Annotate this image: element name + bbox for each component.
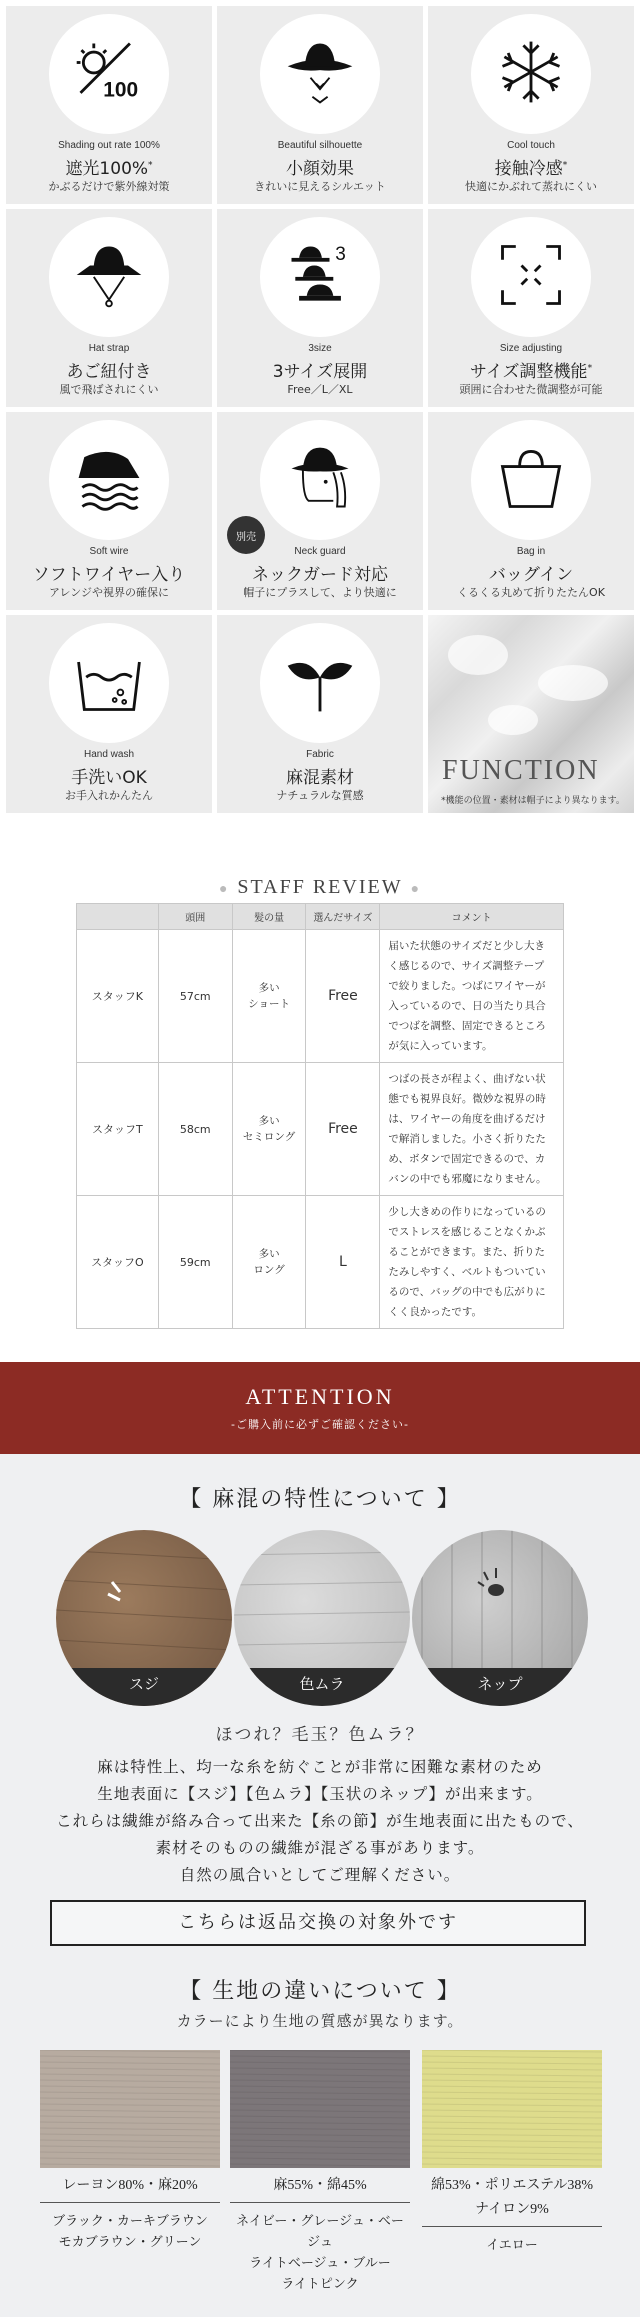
linen-question: ほつれ？毛玉？色ムラ？ <box>215 1725 425 1745</box>
icon-circle <box>471 14 591 134</box>
review-header-cell: 髪の量 <box>232 904 306 930</box>
fabric-heading: 【 生地の違いについて 】 <box>179 1979 461 2004</box>
fabric-info <box>230 2174 410 2295</box>
linen-circle-iromura <box>234 1530 410 1706</box>
head-size: 57cm <box>158 930 232 1063</box>
review-comment: 少し大きめの作りになっているのでストレスを感じることなくかぶることができます。また、折りたたみしやすく、ベルトもついているので、バッグの中でも広がりにくく良かったです。 <box>380 1196 564 1329</box>
svg-text:100: 100 <box>103 78 139 102</box>
hair-amount: 多い ロング <box>232 1196 306 1329</box>
snowflake-icon <box>493 34 569 114</box>
linen-description <box>0 1754 640 1889</box>
fabric-colors: ブラック・カーキブラウン モカブラウン・グリーン <box>52 2214 208 2250</box>
fabric-composition: 麻55%・綿45% <box>230 2174 410 2203</box>
function-description: 快適にかぶれて蒸れにくい <box>465 180 597 193</box>
function-ja-label: バッグイン <box>488 565 574 585</box>
function-cell <box>6 209 212 407</box>
function-en-label: Bag in <box>516 546 546 557</box>
function-ja-label: サイズ調整機能* <box>469 362 593 382</box>
staff-review-table <box>76 903 564 1329</box>
function-en-label: Beautiful silhouette <box>277 140 363 151</box>
chosen-size: L <box>306 1196 380 1329</box>
staff-review-title: ● STAFF REVIEW ● <box>218 876 422 898</box>
sold-separately-badge: 別売 <box>227 516 265 554</box>
attention-subtitle: -ご購入前に必ずご確認ください- <box>231 1418 409 1431</box>
function-en-label: Hand wash <box>83 749 135 760</box>
head-size: 58cm <box>158 1063 232 1196</box>
function-description: かぶるだけで紫外線対策 <box>48 180 170 193</box>
function-en-label: Fabric <box>306 749 334 760</box>
fabric-subheading: カラーにより生地の質感が異なります。 <box>176 2012 464 2030</box>
function-en-label: Size adjusting <box>499 343 563 354</box>
function-description: ナチュラルな質感 <box>276 789 364 802</box>
hat-strap-icon <box>71 237 147 317</box>
three-hats-icon <box>282 237 358 317</box>
sprout-icon <box>282 643 358 723</box>
fabric-info <box>40 2174 220 2253</box>
function-cell <box>6 412 212 610</box>
icon-circle <box>49 623 169 743</box>
hand-wash-icon <box>71 643 147 723</box>
review-header-cell <box>77 904 159 930</box>
function-cell <box>6 615 212 813</box>
function-description: きれいに見えるシルエット <box>254 180 386 193</box>
icon-circle <box>260 420 380 540</box>
function-en-label: Hat strap <box>88 343 130 354</box>
linen-heading: 【 麻混の特性について 】 <box>179 1487 461 1512</box>
review-comment: つばの長さが程よく、曲げない状態でも視界良好。微妙な視界の時は、ワイヤーの角度を曲げるだけで解消しました。小さく折りたため、ボタンで固定できるので、カバンの中でも邪魔になりません。 <box>380 1063 564 1196</box>
function-cell <box>428 6 634 204</box>
function-note: *機能の位置・素材は帽子により異なります。 <box>441 796 625 806</box>
icon-circle <box>260 623 380 743</box>
function-description: くるくる丸めて折りたたんOK <box>457 586 605 599</box>
linen-line: 麻は特性上、均一な糸を紡ぐことが非常に困難な素材のため <box>97 1758 543 1776</box>
linen-circle-suji <box>56 1530 232 1706</box>
function-grid <box>6 6 634 813</box>
function-description: Free／L／XL <box>287 383 353 396</box>
staff-name: スタッフK <box>77 930 159 1063</box>
fabric-swatch <box>230 2050 410 2168</box>
function-ja-label: 3サイズ展開 <box>272 362 368 382</box>
icon-circle <box>260 14 380 134</box>
function-ja-label: 遮光100%* <box>65 159 153 179</box>
linen-circle-label: 色ムラ <box>234 1668 410 1706</box>
staff-name: スタッフO <box>77 1196 159 1329</box>
fabric-info <box>422 2174 602 2256</box>
icon-circle <box>49 217 169 337</box>
review-header-cell: コメント <box>380 904 564 930</box>
linen-line: 生地表面に【スジ】【色ムラ】【玉状のネップ】が出来ます。 <box>97 1785 543 1803</box>
hair-amount: 多い ショート <box>232 930 306 1063</box>
size-adjust-icon <box>493 237 569 317</box>
hair-amount: 多い セミロング <box>232 1063 306 1196</box>
attention-title: ATTENTION <box>245 1384 395 1409</box>
table-row <box>77 1063 564 1196</box>
review-comment: 届いた状態のサイズだと少し大きく感じるので、サイズ調整テープで絞りました。つばにワイヤーが入っているので、日の当たり具合でつばを調整、固定できるところが気に入っています。 <box>380 930 564 1063</box>
soft-wire-icon <box>71 440 147 520</box>
linen-circle-label: ネップ <box>412 1668 588 1706</box>
table-row <box>77 930 564 1063</box>
function-ja-label: 手洗いOK <box>71 768 147 788</box>
attention-content <box>0 1454 640 2317</box>
staff-name: スタッフT <box>77 1063 159 1196</box>
function-ja-label: 小顔効果 <box>286 159 354 179</box>
icon-circle <box>49 14 169 134</box>
function-cell <box>428 412 634 610</box>
function-cell <box>217 6 423 204</box>
icon-circle <box>471 217 591 337</box>
fabric-swatch <box>40 2050 220 2168</box>
function-description: 帽子にプラスして、より快適に <box>243 586 397 599</box>
icon-circle <box>49 420 169 540</box>
function-cell <box>217 615 423 813</box>
linen-circle-label: スジ <box>56 1668 232 1706</box>
function-cell <box>217 209 423 407</box>
function-en-label: 3size <box>308 343 332 354</box>
function-description: 風で飛ばされにくい <box>59 383 159 396</box>
function-description: 頭囲に合わせた微調整が可能 <box>459 383 603 396</box>
icon-circle <box>260 217 380 337</box>
attention-banner <box>0 1362 640 1454</box>
function-en-label: Shading out rate 100% <box>58 140 160 151</box>
function-cell <box>428 209 634 407</box>
fabric-composition: 綿53%・ポリエステル38% ナイロン9% <box>422 2174 602 2227</box>
function-ja-label: 接触冷感* <box>494 159 568 179</box>
function-description: お手入れかんたん <box>65 789 153 802</box>
no-return-notice: こちらは返品交換の対象外です <box>50 1900 586 1946</box>
function-title: FUNCTION <box>442 755 600 786</box>
fabric-colors: ネイビー・グレージュ・ベージュ ライトベージュ・ブルー ライトピンク <box>236 2214 404 2292</box>
linen-line: これらは繊維が絡み合って出来た【糸の節】が生地表面に出たもので、 <box>56 1812 584 1830</box>
linen-circle-nep <box>412 1530 588 1706</box>
function-cell <box>6 6 212 204</box>
fabric-swatch <box>422 2050 602 2168</box>
review-header-cell: 選んだサイズ <box>306 904 380 930</box>
function-photo-panel <box>428 615 634 813</box>
neck-guard-icon <box>282 440 358 520</box>
function-en-label: Cool touch <box>507 140 555 151</box>
review-header-cell: 頭囲 <box>158 904 232 930</box>
icon-circle <box>471 420 591 540</box>
head-size: 59cm <box>158 1196 232 1329</box>
chosen-size: Free <box>306 1063 380 1196</box>
linen-line: 自然の風合いとしてご理解ください。 <box>179 1866 461 1884</box>
uv-cut-icon <box>71 34 147 114</box>
face-hat-icon <box>282 34 358 114</box>
function-ja-label: 麻混素材 <box>286 768 354 788</box>
chosen-size: Free <box>306 930 380 1063</box>
linen-line: 素材そのものの繊維が混ざる事があります。 <box>155 1839 485 1857</box>
svg-text:3: 3 <box>335 243 346 265</box>
function-ja-label: ソフトワイヤー入り <box>32 565 186 585</box>
bag-icon <box>493 440 569 520</box>
function-description: アレンジや視界の確保に <box>48 586 169 599</box>
function-en-label: Soft wire <box>89 546 129 557</box>
fabric-colors: イエロー <box>486 2238 538 2253</box>
table-row <box>77 1196 564 1329</box>
function-ja-label: あご紐付き <box>66 362 152 382</box>
function-cell <box>217 412 423 610</box>
function-ja-label: ネックガード対応 <box>252 565 388 585</box>
fabric-composition: レーヨン80%・麻20% <box>40 2174 220 2203</box>
function-en-label: Neck guard <box>294 546 346 557</box>
